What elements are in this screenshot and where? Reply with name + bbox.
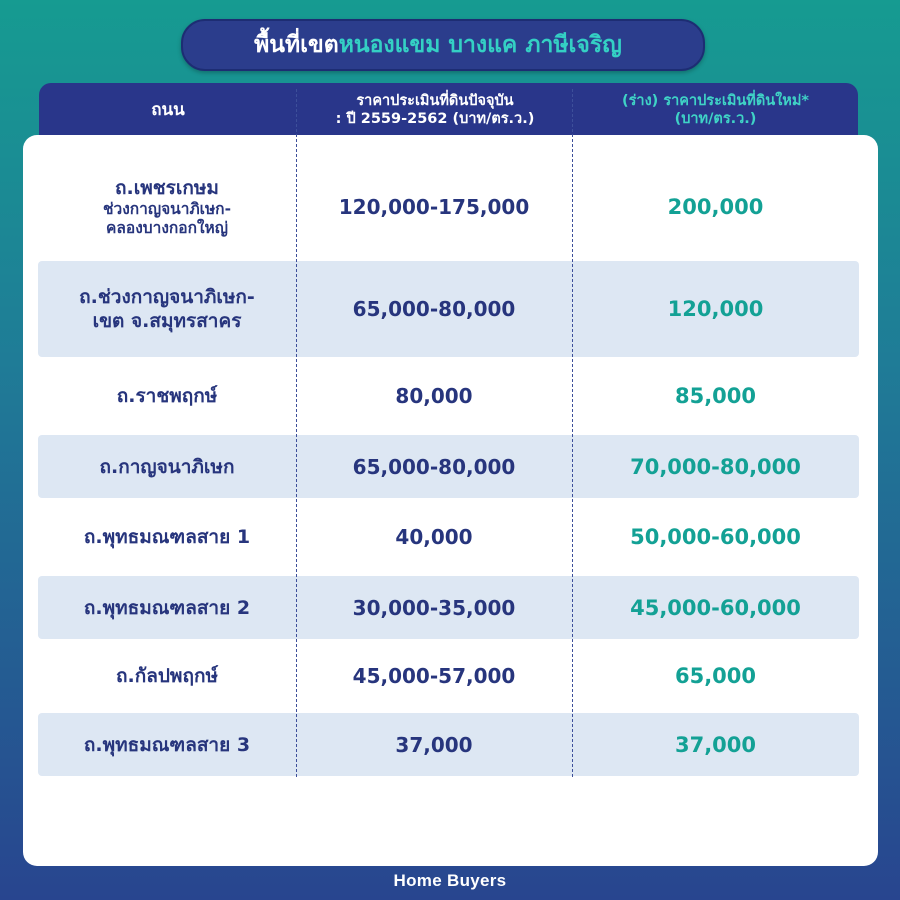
new-price: 200,000: [667, 195, 764, 219]
table-row: [38, 357, 859, 435]
header-current-price: [297, 83, 573, 137]
header-current-line1: ราคาประเมินที่ดินปัจจุบัน: [356, 93, 514, 109]
column-divider: [296, 89, 297, 777]
table-row: [38, 261, 859, 357]
current-price: 80,000: [395, 384, 473, 408]
table-row: [38, 153, 859, 261]
header-new-line2: (บาท/ตร.ว.): [674, 111, 757, 127]
road-name: ถ.กาญจนาภิเษก: [99, 455, 235, 478]
brand-logo: Home Buyers: [393, 871, 507, 890]
header-new-line1: (ร่าง) ราคาประเมินที่ดินใหม่*: [622, 93, 809, 109]
road-sub: คลองบางกอกใหญ่: [106, 219, 228, 237]
new-price: 70,000-80,000: [630, 454, 801, 479]
road-name: ถ.พุทธมณฑลสาย 2: [83, 596, 251, 619]
current-price: 120,000-175,000: [338, 195, 530, 219]
road-cell: [38, 261, 296, 357]
header-road: ถนน: [151, 100, 185, 120]
current-price: 40,000: [395, 525, 473, 549]
table-row: [38, 498, 859, 576]
road-name: ถ.เพชรเกษม: [115, 177, 219, 199]
new-price: 50,000-60,000: [630, 525, 801, 549]
new-price: 85,000: [674, 384, 757, 408]
table-body: [23, 135, 878, 866]
road-cell: [38, 153, 296, 261]
new-price: 120,000: [667, 297, 764, 321]
current-price: 30,000-35,000: [352, 595, 516, 620]
road-name: ถ.ราชพฤกษ์: [116, 385, 218, 407]
column-divider: [572, 89, 573, 777]
page-title: [181, 19, 705, 71]
table-row: [38, 435, 859, 498]
header-current-line2: : ปี 2559-2562 (บาท/ตร.ว.): [335, 111, 535, 127]
road-name: ถ.พุทธมณฑลสาย 1: [83, 526, 251, 548]
current-price: 37,000: [395, 732, 473, 757]
road-name: ถ.กัลปพฤกษ์: [116, 665, 218, 687]
road-name: ถ.ช่วงกาญจนาภิเษก-: [79, 286, 255, 308]
current-price: 65,000-80,000: [352, 297, 516, 321]
table-row: [38, 639, 859, 713]
new-price: 65,000: [674, 664, 757, 688]
road-sub: ช่วงกาญจนาภิเษก-: [102, 200, 232, 218]
table-row: [38, 576, 859, 639]
new-price: 45,000-60,000: [630, 595, 801, 620]
road-name: ถ.พุทธมณฑลสาย 3: [83, 733, 251, 756]
current-price: 45,000-57,000: [352, 664, 516, 688]
road-name-line2: เขต จ.สมุทรสาคร: [92, 310, 242, 332]
header-new-price: [573, 83, 858, 137]
current-price: 65,000-80,000: [352, 454, 516, 479]
title-part1: พื้นที่เขต: [254, 32, 339, 58]
title-part2: หนองแขม บางแค ภาษีเจริญ: [338, 32, 622, 58]
table-row: [38, 713, 859, 776]
new-price: 37,000: [674, 732, 757, 757]
price-table: [23, 83, 878, 866]
